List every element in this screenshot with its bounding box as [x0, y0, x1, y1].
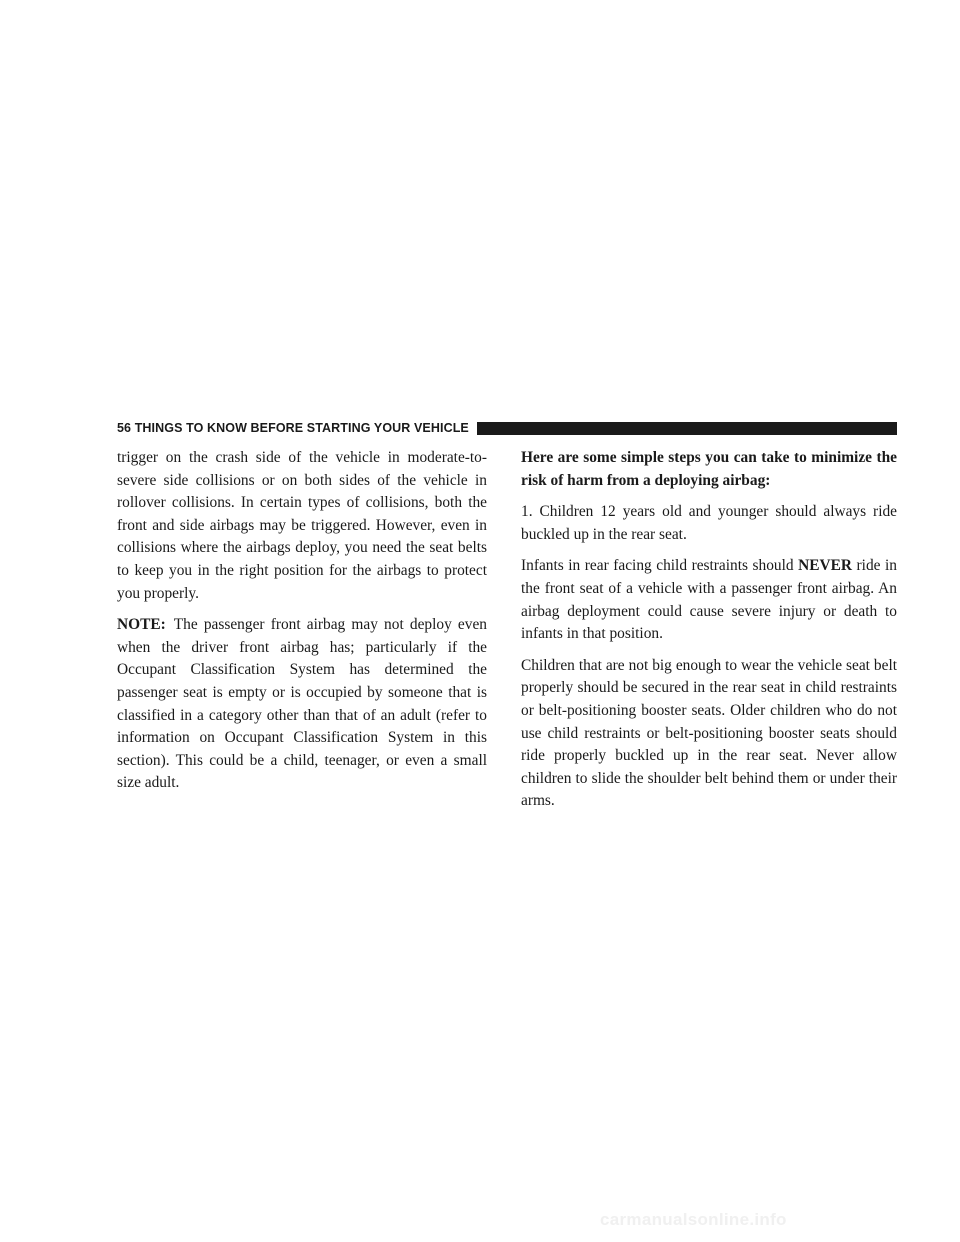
page-header-text	[117, 421, 469, 435]
left-column	[117, 447, 487, 804]
infants-paragraph	[521, 555, 897, 645]
intro-paragraph: trigger on the crash side of the vehicle in moderate-to-severe side collisions or on both sides of the vehicle in rollover collisions. In certain types of collisions, both the front and side airbags may be triggered. However, even in collisions where the airbags deploy, you need the seat belts to keep you in the right position for the airbags to protect you properly.	[117, 449, 487, 602]
infants-text-start: Infants in rear facing child restraints should	[521, 557, 799, 575]
never-emphasis: NEVER	[798, 557, 852, 575]
children-paragraph: Children that are not big enough to wear the vehicle seat belt properly should be secured in the rear seat in child restraints or belt-positioning booster seats. Older children who do not use child restraints or belt-positioning booster seats should ride properly buckled up in the rear seat. Never allow children to slide the shoulder belt behind them or under their arms.	[521, 656, 897, 810]
page-header	[117, 420, 897, 436]
note-text: The passenger front airbag may not deploy even when the driver front airbag has; particularly if the Occupant Classification System has determined the passenger seat is empty or is occupied by someone that is classified in a category other than that of an adult (refer to information on Occupant Classification System in this section). This could be a child, teenager, or even a small size adult.	[117, 616, 487, 792]
steps-heading: Here are some simple steps you can take to minimize the risk of harm from a deploying airbag:	[521, 449, 897, 489]
header-rule-bar	[477, 422, 897, 435]
infants-text-end: ride in the front seat of a vehicle with a passenger front airbag. An airbag deployment could cause severe injury or death to infants in that position.	[521, 557, 897, 643]
watermark: carmanualsonline.info	[600, 1210, 787, 1229]
page-number: 56	[117, 421, 132, 435]
right-column	[521, 447, 897, 822]
note-paragraph	[117, 614, 487, 795]
note-label: NOTE:	[117, 616, 166, 634]
section-title: THINGS TO KNOW BEFORE STARTING YOUR VEHICLE	[134, 421, 469, 435]
step-1-paragraph: 1. Children 12 years old and younger should always ride buckled up in the rear seat.	[521, 503, 897, 543]
